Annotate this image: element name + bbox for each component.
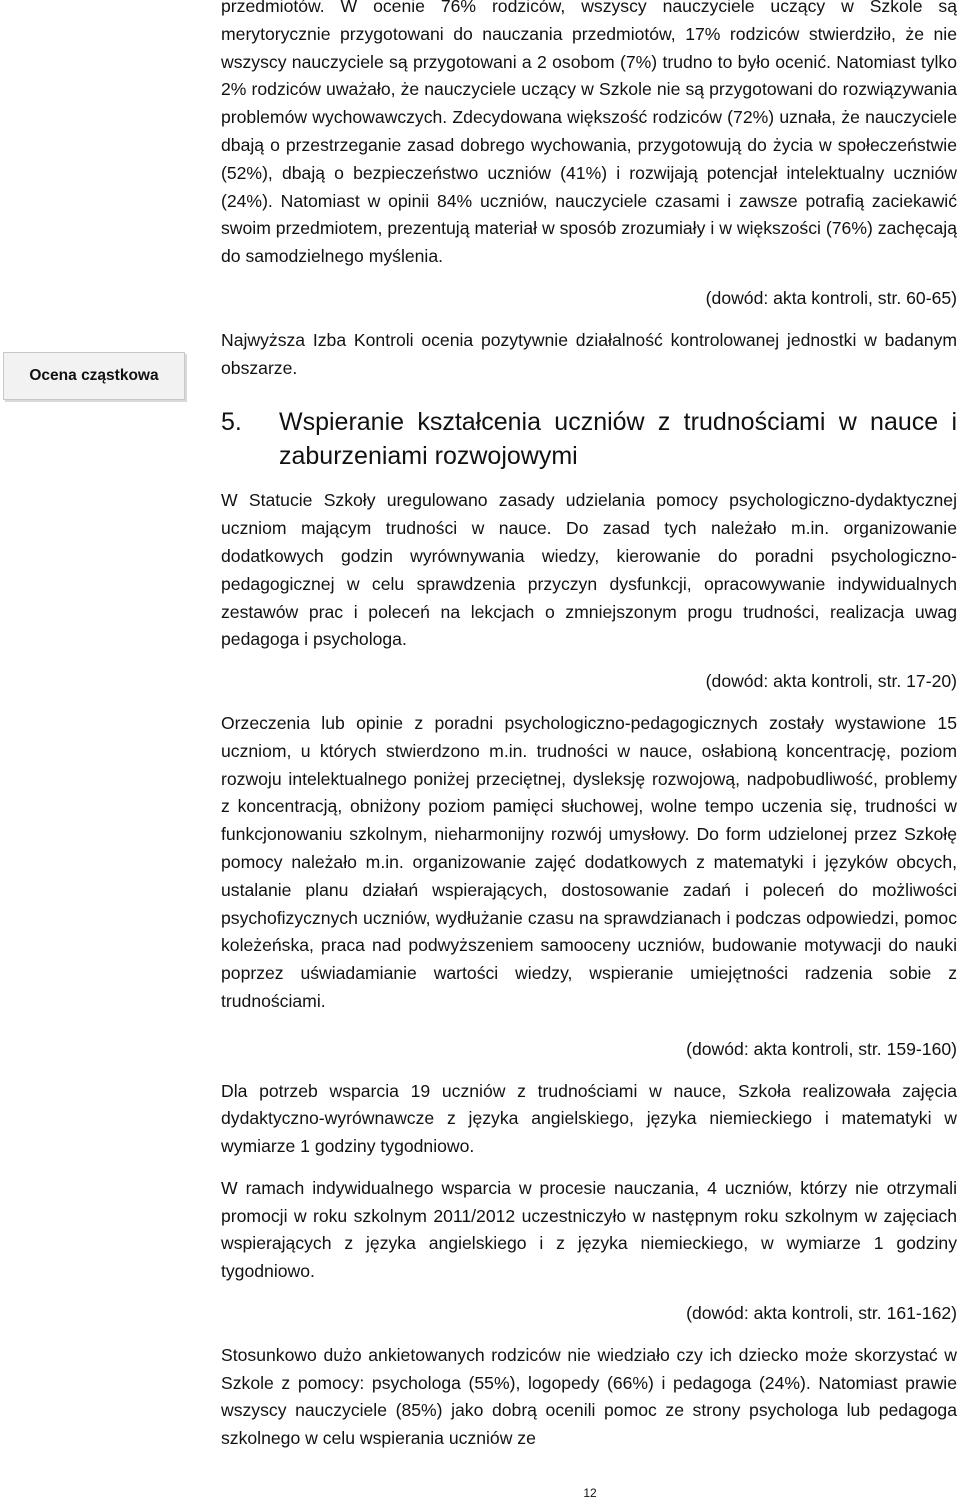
section-heading bbox=[221, 405, 957, 473]
paragraph-nik-assessment: Najwyższa Izba Kontroli ocenia pozytywnie działalność kontrolowanej jednostki w badanym obszarze. bbox=[221, 329, 957, 378]
partial-assessment-label bbox=[3, 352, 185, 400]
evidence-reference-60-65: (dowód: akta kontroli, str. 60-65) bbox=[705, 287, 957, 308]
evidence-reference-17-20: (dowód: akta kontroli, str. 17-20) bbox=[705, 671, 957, 692]
paragraph-compensatory-classes: Dla potrzeb wsparcia 19 uczniów z trudnościami w nauce, Szkoła realizowała zajęcia dydaktyczno-wyrównawcze z języka angielskiego, języka niemieckiego i matematyki w wymiarze 1 godziny tygodniowo. bbox=[221, 1080, 957, 1157]
paragraph-school-statute: W Statucie Szkoły uregulowano zasady udzielania pomocy psychologiczno-dydaktycznej uczniom mającym trudności w nauce. Do zasad tych należało m.in. organizowanie dodatkowych godzin wyrównywania wiedzy, kierowanie do poradni psychologiczno-pedagogicznej w celu sprawdzenia przyczyn dysfunkcji, opracowywanie indywidualnych zestawów prac i poleceń na lekcjach o zmniejszonym progu trudności, realizacja uwag pedagoga i psychologa. bbox=[221, 490, 957, 650]
section-title: Wspieranie kształcenia uczniów z trudnościami w nauce i zaburzeniami rozwojowymi bbox=[279, 408, 957, 471]
document-body bbox=[221, 0, 957, 1453]
page-number: 12 bbox=[583, 1486, 597, 1500]
paragraph-teacher-preparation: przedmiotów. W ocenie 76% rodziców, wszyscy nauczyciele uczący w Szkole są merytorycznie przygotowani do nauczania przedmiotów, 17% rodziców stwierdziło, że nie wszyscy nauczyciele są przygotowani a 2 osobom (7%) trudno to było ocenić. Natomiast tylko 2% rodziców uważało, że nauczyciele uczący w Szkole nie są przygotowani do rozwiązywania problemów wychowawczych. Zdecydowana większość rodziców (72%) uznała, że nauczyciele dbają o przestrzeganie zasad dobrego wychowania, przygotowują do życia w społeczeństwie (52%), dbają o bezpieczeństwo uczniów (41%) i rozwijają potencjał intelektualny uczniów (24%). Natomiast w opinii 84% uczniów, nauczyciele czasami i zawsze potrafią zaciekawić swoim przedmiotem, prezentują materiał w sposób zrozumiały i w większości (76%) zachęcają do samodzielnego myślenia. bbox=[221, 0, 957, 267]
section-number: 5. bbox=[221, 408, 242, 437]
paragraph-parent-survey: Stosunkowo dużo ankietowanych rodziców nie wiedziało czy ich dziecko może skorzystać w Szkole z pomocy: psychologa (55%), logopedy (66%) i pedagoga (24%). Natomiast prawie wszyscy nauczyciele (85%) jako dobrą ocenili pomoc ze strony psychologa lub pedagoga szkolnego w celu wspierania uczniów ze bbox=[221, 1344, 957, 1449]
evidence-reference-161-162: (dowód: akta kontroli, str. 161-162) bbox=[686, 1303, 957, 1324]
paragraph-clinic-opinions: Orzeczenia lub opinie z poradni psychologiczno-pedagogicznych zostały wystawione 15 uczniom, u których stwierdzono m.in. trudności w nauce, osłabioną koncentrację, poziom rozwoju intelektualnego poniżej przeciętnej, dysleksję rozwojową, nadpobudliwość, problemy z koncentracją, obniżony poziom pamięci słuchowej, wolne tempo uczenia się, trudności w funkcjonowaniu szkolnym, nieharmonijny rozwój umysłowy. Do form udzielonej przez Szkołę pomocy należało m.in. organizowanie zajęć dodatkowych z matematyki i języków obcych, ustalanie planu działań wspierających, dostosowanie zadań i poleceń do możliwości psychofizycznych uczniów, wydłużanie czasu na sprawdzianach i podczas odpowiedzi, pomoc koleżeńska, praca nad podwyższeniem samooceny uczniów, budowanie motywacji do nauki poprzez uświadamianie wartości wiedzy, wspieranie umiejętności radzenia sobie z trudnościami. bbox=[221, 712, 957, 1011]
evidence-reference-159-160: (dowód: akta kontroli, str. 159-160) bbox=[686, 1038, 957, 1059]
partial-assessment-text: Ocena cząstkowa bbox=[29, 367, 159, 384]
paragraph-individual-support: W ramach indywidualnego wsparcia w procesie nauczania, 4 uczniów, którzy nie otrzymali promocji w roku szkolnym 2011/2012 uczestniczyło w następnym roku szkolnym w zajęciach wspierających z języka angielskiego i z języka niemieckiego, w wymiarze 1 godziny tygodniowo. bbox=[221, 1177, 957, 1282]
